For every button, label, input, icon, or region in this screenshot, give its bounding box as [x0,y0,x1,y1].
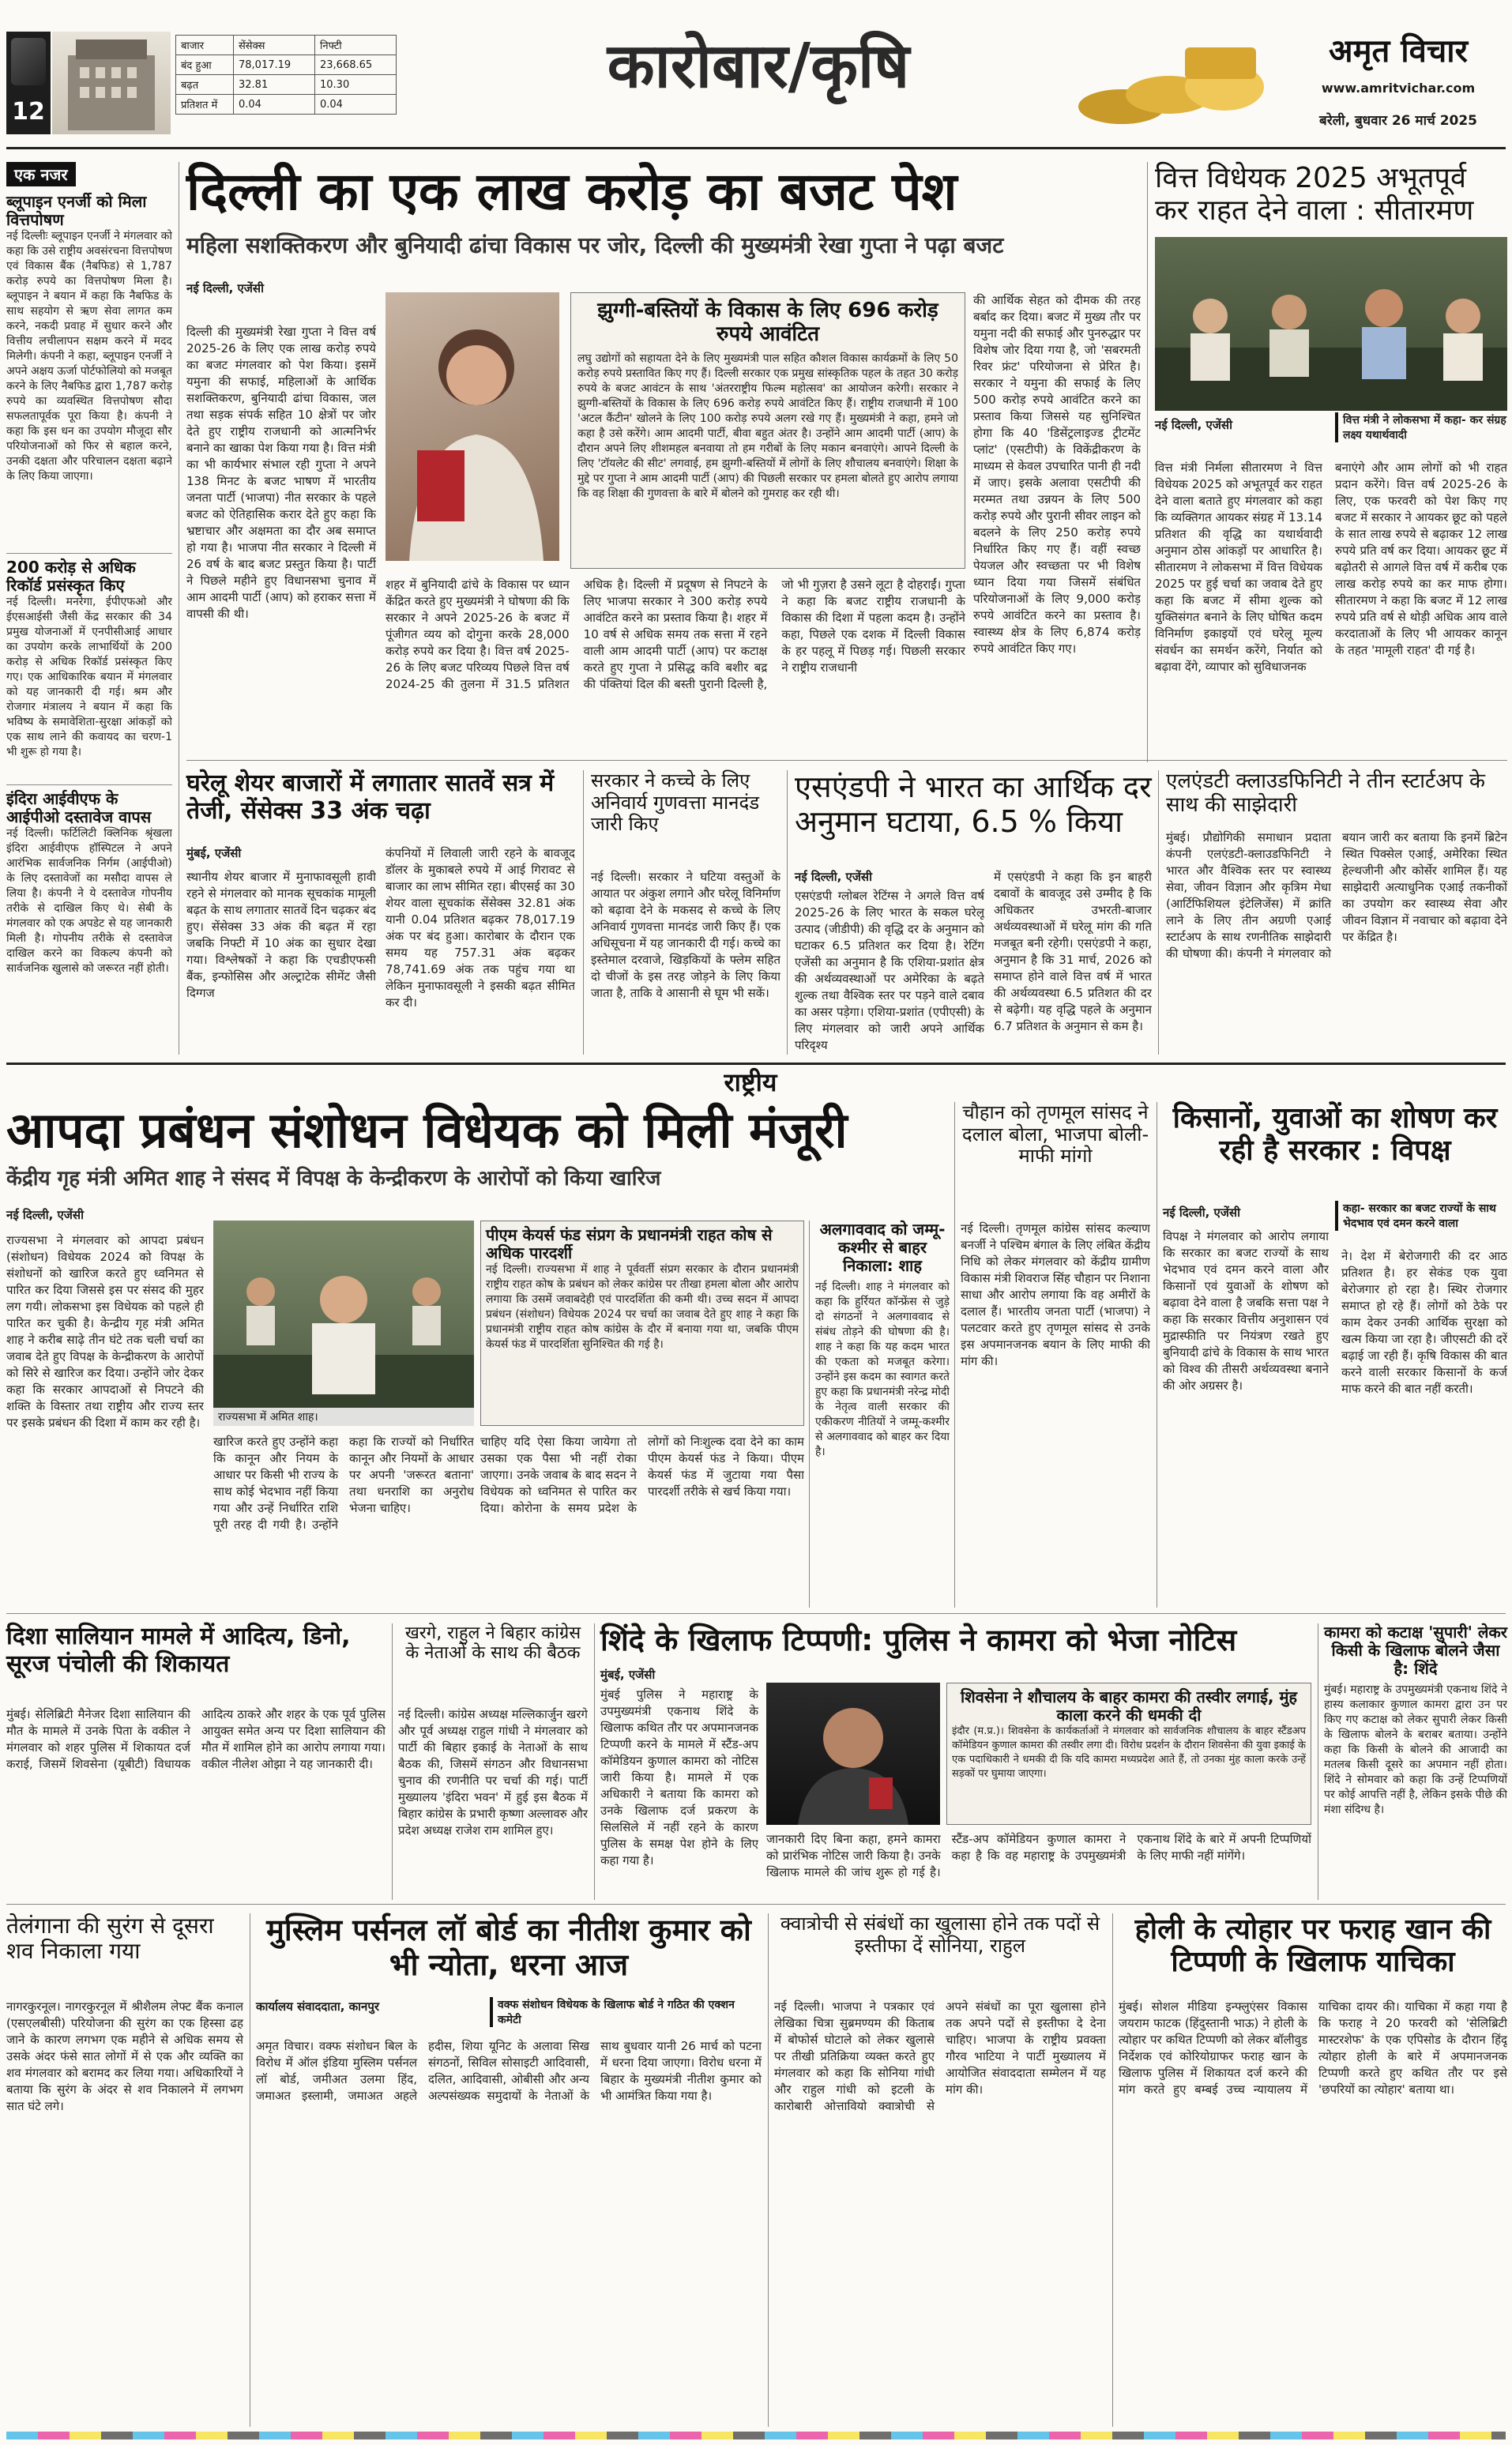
masthead-rule [6,147,1506,149]
chauhan-headline: चौहान को तृणमूल सांसद ने दलाल बोला, भाजपा बोली- माफी मांगो [961,1101,1149,1168]
sp-dateline: नई दिल्ली, एजेंसी [795,870,872,884]
brief-item [6,193,172,545]
lt-headline: एलएंडटी क्लाउडफिनिटी ने तीन स्टार्टअप के साथ की साझेदारी [1166,769,1485,817]
sp-col-1: एसएंडपी ग्लोबल रेटिंग्स ने अगले वित्त वर्ष 2025-26 के लिए भारत के सकल घरेलू उत्पाद (जीडीपी) की वृद्धि दर के अनुमान को घटाकर 6.5 प्रतिशत कर दिया है। रेटिंग एजेंसी का अनुमान है कि एशिया-प्रशांत क्षेत्र की अर्थव्यवस्थाओं पर अमेरिका के बढ़ते शुल्क तथा वैश्विक स्तर पर पड़ने वाले दबाव का असर पड़ेगा। एशिया-प्रशांत (एपीएसी) के लिए मंगलवार को जारी अपने आर्थिक परिदृश्य [795,889,984,1052]
market-cell: 10.30 [315,75,397,95]
kamra-photo [766,1683,940,1825]
shinde-col-1: मुंबई पुलिस ने महाराष्ट्र के उपमुख्यमंत्री एकनाथ शिंदे के खिलाफ कथित तौर पर अपमानजनक टिप्पणी करने के मामले में स्टैंड-अप कॉमेडियन कुणाल कामरा को नोटिस जारी किया है। मामले में एक अधिकारी ने बताया कि कामरा को उनके खिलाफ दर्ज प्रकरण के सिलसिले में नहीं रहने के कारण पुलिस के समक्ष पेश होने के लिए कहा गया है। [600,1687,758,1868]
kamra-box [1324,1623,1507,1900]
brief-title: ब्लूपाइन एनर्जी को मिला वित्तपोषण [6,192,147,229]
farmers-caption: कहा- सरकार का बजट राज्यों के साथ भेदभाव एवं दमन करने वाला [1343,1202,1496,1230]
rahul-headline: क्वात्रोची से संबंधों का खुलासा होने तक पदों से इस्तीफा दें सोनिया, राहुल [780,1913,1100,1957]
page-number-box [6,32,51,134]
edition-date: बरेली, बुधवार 26 मार्च 2025 [1318,113,1478,129]
lead-col-3: की आर्थिक सेहत को दीमक की तरह बर्बाद कर दिया। बजट में मुख्य तौर पर यमुना नदी की सफाई और पुनरुद्धार पर विशेष जोर दिया गया है, जो 'सबरमती रिवर फ्रंट' परियोजना से प्रेरित है। सरकार ने यमुना की सफाई के लिए 500 करोड़ रुपये आवंटित करने का प्रस्ताव किया जिससे यह सुनिश्चित होगा कि 40 'डिसेंट्रलाइज्ड ट्रीटमेंट प्लांट' (एसटीपी) के विकेंद्रीकरण के माध्यम से केवल उपचारित पानी ही नदी में जाए। इसके अलावा एसटीपी की मरम्मत तथा उन्नयन के लिए 500 करोड़ रुपये और पुरानी सीवर लाइन को बदलने के लिए 250 करोड़ रुपये निर्धारित किए गए हैं। वहीं स्वच्छ पेयजल और स्वच्छता पर भी विशेष ध्यान दिया गया जिसमें संबंधित परियोजनाओं के लिए 9,000 करोड़ रुपये आवंटित करने का प्रस्ताव है। स्वास्थ्य क्षेत्र के लिए 6,874 करोड़ रुपये आवंटित किए गए। [973,293,1141,656]
kashmir-body: नई दिल्ली। शाह ने मंगलवार को कहा कि हुर्रियत कॉन्फ्रेंस से जुड़े दो संगठनों ने अलगाववाद से संबंध तोड़ने की घोषणा की है। शाह ने कहा कि यह कदम भारत की एकता को मजबूत करेगा। उन्होंने इस कदम का स्वागत करते हुए कहा कि प्रधानमंत्री नरेन्द्र मोदी के नेतृत्व वाली सरकार की एकीकरण नीतियों ने जम्मू-कश्मीर से अलगाववाद को बाहर कर दिया है। [815,1281,950,1458]
registration-strip [6,2432,1506,2439]
disaster-col-3: चाहिए यदि ऐसा किया जायेगा तो उसका एक पैसा भी नहीं रोका जाएगा। उनके जवाब के बाद सदन ने विधेयक को ध्वनिमत से पारित कर दिया। कोरोना के समय प्रदेश के लोगों को निःशुल्क दवा देने का काम पीएम केयर्स फंड ने किया। पीएम केयर्स फंड में जुटाया गया पैसा पारदर्शी तरीके से खर्च किया गया। [480,1435,804,1515]
farmers-col-1: विपक्ष ने मंगलवार को आरोप लगाया कि सरकार का बजट राज्यों के साथ भेदभाव एवं दमन करने वाला और किसानों एवं युवाओं के शोषण को बढ़ावा देने वाला है जबकि सत्ता पक्ष ने कहा कि सरकार वित्तीय अनुशासन एवं मुद्रास्फीति पर नियंत्रण रखते हुए बुनियादी ढांचे के विकास के साथ भारत को विश्व की तीसरी अर्थव्यवस्था बनाने की ओर अग्रसर है। [1163,1229,1329,1393]
lead-headline: दिल्ली का एक लाख करोड़ का बजट पेश [186,161,957,222]
kamra-body: मुंबई। महाराष्ट्र के उपमुख्यमंत्री एकनाथ शिंदे ने हास्य कलाकार कुणाल कामरा द्वारा उन पर किए गए कटाक्ष को लेकर सुपारी लेकर किसी के खिलाफ बोलने के बराबर बताया। उन्होंने कहा कि किसी के बोलने की आजादी का मतलब किसी दूसरे का अपमान नहीं होता। शिंदे ने सोमवार को कहा कि उन्हें टिप्पणियों पर कोई आपत्ति नहीं है, लेकिन इसके पीछे की मंशा संदिग्ध है। [1324,1683,1507,1816]
pm-cares-body: नई दिल्ली। राज्यसभा में शाह ने पूर्ववर्ती संप्रग सरकार के दौरान प्रधानमंत्री राष्ट्रीय राहत कोष के प्रबंधन को लेकर कांग्रेस पर तीखा हमला बोला और आरोप लगाया कि उसमें जवाबदेही एवं पारदर्शिता की कमी थी। उच्च सदन में आपदा प्रबंधन (संशोधन) विधेयक 2024 पर चर्चा का जवाब देते हुए शाह ने कहा कि प्रधानमंत्री राष्ट्रीय राहत कोष कांग्रेस के दौर में बनाया गया था, जबकि पीएम केयर्स फंड में पारदर्शिता सुनिश्चित की गई है। [486,1263,799,1351]
finance-col-2: बनाएंगे और आम लोगों को भी राहत प्रदान करेंगे। वित्त वर्ष 2025-26 के लिए, एक फरवरी को पेश किए गए बजट में सरकार ने आयकर छूट को पहले के सात लाख रुपये से बढ़ाकर 12 लाख रुपये प्रति वर्ष कर दिया। आयकर छूट में बढ़ोतरी से आगले वित्त वर्ष में करीब एक लाख करोड़ रुपये का कर माफ होगा। सीतारमण ने कहा कि बजट में 12 लाख रुपये प्रति वर्ष से थोड़ी अधिक आय वाले करदाताओं के लिए भी आयकर कानून के तहत 'मामूली राहत' दी गई है। [1335,461,1507,657]
kashmir-box [815,1221,950,1608]
national-rule [6,1063,1506,1065]
share-col-1: स्थानीय शेयर बाजार में मुनाफावसूली हावी रहने से मंगलवार को मानक सूचकांक मामूली बढ़त के साथ लगातार सातवें दिन चढ़कर बंद हुए। सेंसेक्स 33 अंक की बढ़त में रहा जबकि निफ्टी में 10 अंक का सुधार देखा गया। विश्लेषकों ने कहा कि एचडीएफसी बैंक, इन्फोसिस और अल्ट्राटेक सीमेंट जैसी दिग्गज [186,870,376,1000]
quality-body: नई दिल्ली। सरकार ने घटिया वस्तुओं के आयात पर अंकुश लगाने और घरेलू विनिर्माण को बढ़ावा देने के मकसद से कच्चे के लिए अनिवार्य गुणवत्ता मानदंड जारी किए हैं। एक अधिसूचना में यह जानकारी दी गई। कच्चे का इस्तेमाल दरवाजे, खिड़कियों के फ्लेम सहित दो चीजों के इस तरह जोड़ने के लिए किया जाता है, ताकि वे आसानी से घूम भी सकें। [591,870,780,1000]
kashmir-headline: अलगाववाद को जम्मू-कश्मीर से बाहर निकाला: शाह [819,1220,946,1275]
market-cell: 0.04 [234,95,315,115]
market-cell: प्रतिशत में [176,95,234,115]
slum-body: लघु उद्योगों को सहायता देने के लिए मुख्यमंत्री पाल सहित कौशल विकास कार्यक्रमों के लिए 50 करोड़ रुपये प्रस्तावित किए गए हैं। दिल्ली सरकार एक प्रमुख सांस्कृतिक पहल के तहत 30 करोड़ रुपये के बजट आवंटन के साथ 'अंतरराष्ट्रीय फिल्म महोत्सव' का आयोजन करेगी। सरकार ने झुग्गी-बस्तियों के विकास के लिए 696 करोड़ रुपये आवंटित किए हैं। राष्ट्रीय राजधानी में 100 'अटल कैंटीन' खोलने के लिए 100 करोड़ रुपये अलग रखे गए हैं। मुख्यमंत्री ने कहा, हमने जो कहा है उसे करेंगे। आम आदमी पार्टी, बीवा बहुत अंतर है। उन्होंने आम आदमी पार्टी (आप) के दौरान अपने लिए शीशमहल बनवाया तो हम गरीबों के लिए मकान बनवाएंगे। आपने दिल्ली के लिए 'टॉयलेट की सीट' लगवाई, हम झुग्गी-बस्तियों में लोगों के लिए शौचालय बनवाएंगे। शिक्षा के मुद्दे पर गुप्ता ने आम आदमी पार्टी (आप) की पिछली सरकार पर हमला बोलते हुए आरोप लगाया कि वह शिक्षा की गुणवत्ता के बारे में बोलने को गुमराह कर रही थी। [577,352,958,500]
stock-graphic [52,32,171,134]
lead-dateline: नई दिल्ली, एजेंसी [186,281,264,295]
disha-body: मुंबई। सेलिब्रिटी मैनेजर दिशा सालियान की मौत के मामले में उनके पिता के वकील ने मंगलवार को शहर पुलिस में शिकायत दर्ज कराई, जिसमें शिवसेना (यूबीटी) विधायक आदित्य ठाकरे और शहर के एक पूर्व पुलिस आयुक्त समेत अन्य पर दिशा सालियान की मौत में शामिल होने का आरोप लगाया गया। वकील नीलेश ओझा ने यह जानकारी दी। [6,1707,386,1771]
column-divider [787,770,788,1055]
kamra-headline: कामरा को कटाक्ष 'सुपारी' लेकर किसी के खिलाफ बोलने जैसा है: शिंदे [1324,1623,1507,1678]
section-title: कारोबार/कृषि [607,31,910,102]
sp-col-2: में एसएंडपी ने कहा कि इन बाहरी दबावों के बावजूद उसे उम्मीद है कि अधिकतर उभरती-बाजार अर्थव्यवस्थाओं में घरेलू मांग की गति मजबूत बनी रहेगी। एसएंडपी ने कहा, अनुमान है कि 31 मार्च, 2026 को समाप्त होने वाले वित्त वर्ष में भारत की अर्थव्यवस्था 6.5 प्रतिशत की दर से बढ़ेगी। यह वृद्धि पहले के अनुमान 6.7 प्रतिशत के अनुमान से कम है। [994,870,1152,1033]
brief-item [6,784,172,1032]
section-rule [6,1904,1506,1905]
market-header: निफ्टी [315,36,397,55]
left-brief-column [6,162,172,1059]
coins-icon [1074,32,1280,134]
parliament-icon [213,1221,474,1426]
column-divider [1112,1913,1113,2427]
column-divider [583,770,584,1055]
market-cell: बढ़त [176,75,234,95]
kharge-body: नई दिल्ली। कांग्रेस अध्यक्ष मल्लिकार्जुन खरगे और पूर्व अध्यक्ष राहुल गांधी ने मंगलवार को पार्टी की बिहार इकाई के नेताओं के साथ बैठक की, जिसमें संगठन और विधानसभा चुनाव की रणनीति पर चर्चा की गई। पार्टी मुख्यालय 'इंदिरा भवन' में हुई इस बैठक में बिहार कांग्रेस के प्रभारी कृष्णा अल्लावरु और प्रदेश अध्यक्ष राजेश राम शामिल हुए। [398,1707,588,1838]
shinde-dateline: मुंबई, एजेंसी [600,1668,656,1682]
bull-icon [11,38,46,85]
lt-body: मुंबई। प्रौद्योगिकी समाधान प्रदाता कंपनी एलएंडटी-क्लाउडफिनिटी ने भारत और वैश्विक स्तर पर स्वास्थ्य सेवा, जीवन विज्ञान और कृत्रिम मेधा (आर्टिफिशियल इंटेलिजेंस) में क्रांति लाने के लिए तीन अग्रणी एआई स्टार्टअप के साथ रणनीतिक साझेदारी की घोषणा की। कंपनी ने मंगलवार को बयान जारी कर बताया कि इनमें ब्रिटेन स्थित पिक्सेल एआई, अमेरिका स्थित हेल्थजीनी और कोर्सेर शामिल हैं। यह साझेदारी अत्याधुनिक एआई तकनीकों का उपयोग कर स्वास्थ्य सेवा और जीवन विज्ञान में नवाचार को बढ़ावा देने पर केंद्रित है। [1166,830,1507,961]
pm-cares-headline: पीएम केयर्स फंड संप्रग के प्रधानमंत्री राहत कोष से अधिक पारदर्शी [486,1225,773,1262]
disaster-photo [213,1221,474,1426]
column-divider [594,1623,595,1900]
sp-headline: एसएंडपी ने भारत का आर्थिक दर अनुमान घटाया, 6.5 % किया [795,769,1152,839]
building-icon [52,32,171,134]
slum-headline: झुग्गी-बस्तियों के विकास के लिए 696 करोड़ रुपये आवंटित [597,299,938,346]
muslim-caption-box [490,1997,762,2027]
market-cell: 32.81 [234,75,315,95]
lead-photo [386,292,559,561]
farmers-col-2: ने। देश में बेरोजगारी की दर आठ प्रतिशत है। हर सेकंड एक युवा बेरोजगार हो रहा है। स्थिर रोजगार समाप्त हो रहे हैं। लोगों को ठेके पर काम देकर उनकी आर्थिक सुरक्षा को खत्म किया जा रहा है। जीएसटी की दरें बढ़ाई जा रही हैं। कृषि विकास की बात करने वाली सरकार किसानों के कर्ज माफ करने की बात नहीं करती। [1341,1249,1507,1396]
section-rule [186,760,1507,761]
farmers-caption-box [1335,1201,1507,1231]
lead-subhead: महिला सशक्तिकरण और बुनियादी ढांचा विकास पर जोर, दिल्ली की मुख्यमंत्री रेखा गुप्ता ने पढ़ा बजट [186,232,1004,258]
slum-box [570,292,965,569]
chauhan-body: नई दिल्ली। तृणमूल कांग्रेस सांसद कल्याण बनर्जी ने पश्चिम बंगाल के लिए लंबित केंद्रीय निधि को लेकर मंगलवार को केंद्रीय ग्रामीण विकास मंत्री शिवराज सिंह चौहान पर निशाना साधा और आरोप लगाया कि वह अमीरों के दलाल हैं। भारतीय जनता पार्टी (भाजपा) ने पलटवार करते हुए तृणमूल सांसद से उनके इस अपमानजनक बयान के लिए माफी की मांग की। [961,1221,1150,1368]
muslim-dateline: कार्यालय संवाददाता, कानपुर [256,1999,380,2014]
finance-col-1: वित्त मंत्री निर्मला सीतारमण ने वित्त विधेयक 2025 को अभूतपूर्व कर राहत देने वाला बताते हुए मंगलवार को कहा कि व्यक्तिगत आयकर संग्रह में 13.14 प्रतिशत की वृद्धि का यथार्थवादी अनुमान ठोस आंकड़ों पर आधारित है। सीतारमण ने लोकसभा में वित्त विधेयक 2025 पर हुई चर्चा का जवाब देते हुए कहा कि बजट में सीमा शुल्क को युक्तिसंगत बनाने के लिए घोषित कदम विनिर्माण इकाइयों एवं घरेलू मूल्य संवर्धन का समर्थन करेंगे, निर्यात को बढ़ावा देंगे, व्यापार को सुविधाजनक [1155,461,1322,674]
brief-title: इंदिरा आईवीएफ के आईपीओ दस्तावेज वापस [6,789,152,826]
muslim-caption: वक्फ संशोधन विधेयक के खिलाफ बोर्ड ने गठित की एक्शन कमेटी [498,1999,735,2026]
column-divider [809,1221,810,1608]
masthead [0,0,1512,174]
section-rule [6,1613,1506,1614]
shinde-headline: शिंदे के खिलाफ टिप्पणी: पुलिस ने कामरा को भेजा नोटिस [600,1623,1237,1657]
column-divider [954,1102,955,1608]
disaster-dateline: नई दिल्ली, एजेंसी [6,1208,84,1222]
rahul-body: नई दिल्ली। भाजपा ने पत्रकार एवं लेखिका चित्रा सुब्रमण्यम की किताब में बोफोर्स घोटाले को लेकर खुलासे पर तीखी प्रतिक्रिया व्यक्त करते हुए मंगलवार को कहा कि सोनिया गांधी और राहुल गांधी को इटली के कारोबारी ओत्तावियो क्वात्रोची से अपने संबंधों का पूरा खुलासा होने तक अपने पदों से इस्तीफा दे देना चाहिए। भाजपा के राष्ट्रीय प्रवक्ता गौरव भाटिया ने पार्टी मुख्यालय में आयोजित संवाददाता सम्मेलन में यह मांग की। [774,1999,1106,2113]
disaster-headline: आपदा प्रबंधन संशोधन विधेयक को मिली मंजूरी [6,1101,848,1159]
lead-col-2: शहर में बुनियादी ढांचे के विकास पर ध्यान केंद्रित करते हुए मुख्यमंत्री ने घोषणा की कि सरकार ने अपने 2025-26 के बजट में पूंजीगत व्यय को दोगुना करके 28,000 करोड़ रुपये कर दिया है। वित्त वर्ष 2025-26 के लिए बजट परिव्यय पिछले वित्त वर्ष 2024-25 की तुलना में 31.5 प्रतिशत अधिक है। दिल्ली में प्रदूषण से निपटने के लिए भाजपा सरकार ने 300 करोड़ रुपये आवंटित करने का प्रस्ताव किया है। शहर में 10 वर्ष से अधिक समय तक सत्ता में रहने वाली आम आदमी पार्टी (आप) पर कटाक्ष करते हुए गुप्ता ने प्रसिद्ध कवि बशीर बद्र की पंक्तियां दिल की बस्ती पुरानी दिल्ली है, जो भी गुज़रा है उसने लूटा है दोहराईं। गुप्ता ने कहा कि बजट राष्ट्रीय राजधानी के विकास की दिशा में पहला कदम है। उन्होंने कहा, पिछले एक दशक में दिल्ली विकास के हर पहलू में पिछड़ गई। पिछली सरकार ने राष्ट्रीय राजधानी [386,577,965,691]
shinde-box [946,1683,1311,1825]
muslim-headline: मुस्लिम पर्सनल लॉ बोर्ड का नीतीश कुमार को भी न्योता, धरना आज [266,1913,751,1982]
market-header: सेंसेक्स [234,36,315,55]
brief-body: नई दिल्ली। फर्टिलिटी क्लिनिक श्रृंखला इंदिरा आईवीएफ हॉस्पिटल ने अपने आरंभिक सार्वजनिक निर्गम (आईपीओ) के लिए दस्तावेजों का मसौदा वापस ले लिया है। कंपनी ने ये दस्तावेज गोपनीय तरीके से दाखिल किए थे। सेबी के मंगलवार को एक अपडेट से यह जानकारी मिली है। गोपनीय तरीके से दस्तावेज दाखिल करने का विकल्प कंपनी को सार्वजनिक खुलासे को जरूरत नहीं होती। [6,827,172,975]
market-cell: 78,017.19 [234,55,315,75]
shinde-col-2: जानकारी दिए बिना कहा, हमने कामरा को प्रारंभिक नोटिस जारी किया है। उनके खिलाफ मामले की जांच शुरू हो गई है। स्टैंड-अप कॉमेडियन कुणाल कामरा ने कहा है कि वह महाराष्ट्र के उपमुख्यमंत्री एकनाथ शिंदे के बारे में अपनी टिप्पणियों के लिए माफी नहीं मांगेंगे। [766,1832,1311,1879]
brief-item [6,553,172,777]
disaster-col-2: खारिज करते हुए उन्होंने कहा कि कानून और नियम के आधार पर किसी भी राज्य के साथ कोई भेदभाव नहीं किया गया और उन्हें निर्धारित राशि पूरी तरह दी गयी है। उन्होंने कहा कि राज्यों को निर्धारित कानून और नियमों के आधार पर अपनी 'जरूरत बताना' तथा धनराशि का अनुरोध भेजना चाहिए। [213,1435,474,1532]
disaster-photo-caption: राज्यसभा में अमित शाह। [213,1408,474,1426]
finance-dateline: नई दिल्ली, एजेंसी [1155,418,1232,432]
market-table [175,35,397,115]
website[interactable]: www.amritvichar.com [1321,81,1476,96]
quality-headline: सरकार ने कच्चे के लिए अनिवार्य गुणवत्ता मानदंड जारी किए [591,769,760,836]
finance-caption-box [1335,412,1507,442]
disaster-subhead: केंद्रीय गृह मंत्री अमित शाह ने संसद में विपक्ष के केन्द्रीकरण के आरोपों को किया खारिज [6,1167,661,1191]
muslim-body: अमृत विचार। वक्फ संशोधन बिल के विरोध में ऑल इंडिया मुस्लिम पर्सनल लॉ बोर्ड, जमीअत उलमा हिंद, जमाअत इस्लामी, जमाअत अहले हदीस, शिया यूनिट के अलावा सिख संगठनों, सिविल सोसाइटी आदिवासी, दलित, आदिवासी, ओबीसी और अन्य अल्पसंख्यक समुदायों के नेताओं के साथ बुधवार यानी 26 मार्च को पटना में धरना दिया जाएगा। विरोध धरना में बिहार के मुख्यमंत्री नीतीश कुमार को भी आमंत्रित किया गया है। [256,2039,762,2103]
page-number: 12 [12,98,45,126]
person-icon [386,292,559,561]
holi-body: मुंबई। सोशल मीडिया इन्फ्लुएंसर विकास जयराम फाटक (हिंदुस्तानी भाऊ) ने होली के त्योहार पर कथित टिप्पणी को लेकर बॉलीवुड निर्देशक एवं कोरियोग्राफर फराह खान के खिलाफ पुलिस में शिकायत दर्ज करने की मांग करते हुए बम्बई उच्च न्यायालय में याचिका दायर की। याचिका में कहा गया है कि फराह ने 20 फरवरी को 'सेलिब्रिटी मास्टरशेफ' के एक एपिसोड के दौरान हिंदू त्योहार होली के बारे में अपमानजनक टिप्पणी करते हुए कथित तौर पर इसे 'छपरियों का त्योहार' बताया था। [1119,1999,1507,2097]
share-col-2: कंपनियों में लिवाली जारी रहने के बावजूद डॉलर के मुकाबले रुपये में आई गिरावट से बाजार का लाभ सीमित रहा। बीएसई का 30 शेयर वाला सूचकांक सेंसेक्स 32.81 अंक यानी 0.04 प्रतिशत बढ़कर 78,017.19 अंक पर बंद हुआ। कारोबार के दौरान एक समय यह 757.31 अंक बढ़कर 78,741.69 अंक तक पहुंच गया था लेकिन मुनाफावसूली ने इसकी बढ़त सीमित कर दी। [386,846,575,1010]
column-divider [1158,770,1159,1055]
finance-headline: वित्त विधेयक 2025 अभूतपूर्व कर राहत देने वाला : सीतारमण [1155,162,1474,228]
holi-headline: होली के त्योहार पर फराह खान की टिप्पणी के खिलाफ याचिका [1134,1913,1491,1979]
disaster-col-1: राज्यसभा ने मंगलवार को आपदा प्रबंधन (संशोधन) विधेयक 2024 को विपक्ष के संशोधनों को खारिज करते हुए ध्वनिमत से पारित कर दिया जिससे इस पर संसद की मुहर लग गयी। लोकसभा इस विधेयक को पहले ही पारित कर चुकी है। केन्द्रीय गृह मंत्री अमित शाह ने करीब साढ़े तीन घंटे तक चली चर्चा का जवाब देते हुए विपक्ष के केन्द्रीकरण के आरोपों को सिरे से खारिज कर दिया। उन्होंने जोर देकर कहा कि सरकार आपदाओं से निपटने की शक्ति के विस्तार तथा राष्ट्रीय और राज्य स्तर पर इसके प्रबंधन की दिशा में काम कर रही है। [6,1233,204,1430]
market-cell: 0.04 [315,95,397,115]
brief-tag: एक नजर [6,162,172,186]
paper-name: अमृत विचार [1329,33,1468,70]
brief-body: नई दिल्ली। मनरेगा, ईपीएफओ और ईएसआईसी जैसी केंद्र सरकार की 34 प्रमुख योजनाओं में एनपीसीआई आधार का उपयोग करके लाभार्थियों के 200 करोड़ से अधिक रिकॉर्ड प्रसंस्कृत किए गए। एक आधिकारिक बयान में मंगलवार को यह जानकारी दी गई। श्रम और रोजगार मंत्रालय ने बयान में कहा कि भविष्य के समावेशिता-सुरक्षा आंकड़ों को एक साथ लाने की कवायद का चरण-1 भी शुरू हो गया है। [6,596,172,758]
shinde-box-body: इंदौर (म.प्र.)। शिवसेना के कार्यकर्ताओं ने मंगलवार को सार्वजनिक शौचालय के बाहर स्टैंडअप कॉमेडियन कुणाल कामरा की तस्वीर लगा दी। विरोध प्रदर्शन के दौरान शिवसेना की युवा इकाई के एक पदाधिकारी ने धमकी दी कि यदि कामरा मध्यप्रदेश आते हैं, तो उनका मुंह काला करके उन्हें सड़कों पर घुमाया जाएगा। [952,1725,1306,1780]
parliament-icon [1155,237,1507,411]
farmers-dateline: नई दिल्ली, एजेंसी [1163,1206,1240,1220]
brief-title: 200 करोड़ से अधिक रिकॉर्ड प्रसंस्कृत किए [6,558,136,595]
column-divider [1147,162,1148,762]
market-cell: 23,668.65 [315,55,397,75]
finance-photo [1155,237,1507,411]
share-dateline: मुंबई, एजेंसी [186,846,242,860]
kharge-headline: खरगे, राहुल ने बिहार कांग्रेस के नेताओं के साथ की बैठक [404,1623,581,1664]
lead-col-1: दिल्ली की मुख्यमंत्री रेखा गुप्ता ने वित्त वर्ष 2025-26 के लिए एक लाख करोड़ रुपये का बजट मंगलवार को पेश किया। इसमें यमुना की सफाई, महिलाओं के आर्थिक सशक्तिकरण, बुनियादी ढांचा विकास, जल तथा सड़क संपर्क सहित 10 क्षेत्रों पर जोर देते हुए राष्ट्रीय राजधानी को आत्मनिर्भर बनाने का खाका पेश किया गया है। वित्त मंत्री का भी कार्यभार संभाल रही गुप्ता ने अपने 138 मिनट के बजट भाषण में भारतीय जनता पार्टी (भाजपा) नीत सरकार के पहले बजट को ऐतिहासिक करार देते हुए कहा कि भ्रष्टाचार और अक्षमता का दौर अब समाप्त हो गया है। भाजपा नीत सरकार ने दिल्ली में 26 वर्ष के बाद बजट प्रस्तुत किया है। पार्टी ने पिछले महीने हुए विधानसभा चुनाव में आम आदमी पार्टी (आप) को हराकर सत्ता में वापसी की थी। [186,325,376,621]
finance-caption: वित्त मंत्री ने लोकसभा में कहा- कर संग्रह लक्ष्य यथार्थवादी [1343,414,1506,442]
gold-coins-graphic [1074,32,1280,134]
telangana-headline: तेलंगाना की सुरंग से दूसरा शव निकाला गया [6,1913,214,1965]
telangana-body: नागरकुरनूल। नागरकुरनूल में श्रीशैलम लेफ्ट बैंक कनाल (एसएलबीसी) परियोजना की सुरंग का एक हिस्सा ढह जाने के कारण लगभग एक महीने से अधिक समय से उसके अंदर फंसे सात लोगों में से एक और व्यक्ति का शव मंगलवार को बरामद कर लिया गया। अधिकारियों ने बताया कि सुरंग के अंदर से शव निकालने में लगभग सात घंटे लगे। [6,1999,243,2113]
pm-cares-box [480,1221,804,1426]
farmers-headline: किसानों, युवाओं का शोषण कर रही है सरकार : विपक्ष [1172,1102,1498,1168]
market-header: बाजार [176,36,234,55]
national-label: राष्ट्रीय [724,1067,777,1097]
shinde-box-headline: शिवसेना ने शौचालय के बाहर कामरा की तस्वीर लगाई, मुंह काला करने की धमकी दी [960,1687,1298,1725]
brief-body: नई दिल्लीः ब्लूपाइन एनर्जी ने मंगलवार को कहा कि उसे राष्ट्रीय अवसंरचना वित्तपोषण एवं विकास बैंक (नैबफिड) से 1,787 करोड़ रुपये का वित्तपोषण मिला है। ब्लूपाइन ने बयान में कहा कि नैबफिड के साथ सहयोग से ऋण सेवा लागत कम करने, नकदी प्रवाह में सुधार करने और वित्तीय लचीलापन सक्षम करने में मदद मिलेगी। कंपनी ने कहा, ब्लूपाइन एनर्जी ने अपने अक्षय ऊर्जा पोर्टफोलियो को मजबूत करने के लिए नैबफिड द्वारा 1,787 करोड़ रुपये का व्यवस्थित वित्तपोषण सौदा सफलतापूर्वक पूरा किया है। कंपनी ने कहा कि इस धन का उपयोग मौजूदा सौर परियोजनाओं को फिर से बहाल करने, उनकी दक्षता और परिचालन दक्षता बढ़ाने के लिए किया जाएगा। [6,230,172,483]
person-icon [766,1683,940,1825]
market-cell: बंद हुआ [176,55,234,75]
column-divider [768,1913,769,2427]
disha-headline: दिशा सालियान मामले में आदित्य, डिनो, सूरज पंचोली की शिकायत [6,1623,351,1678]
share-headline: घरेलू शेयर बाजारों में लगातार सातवें सत्र में तेजी, सेंसेक्स 33 अंक चढ़ा [186,769,555,825]
column-divider [392,1623,393,1900]
